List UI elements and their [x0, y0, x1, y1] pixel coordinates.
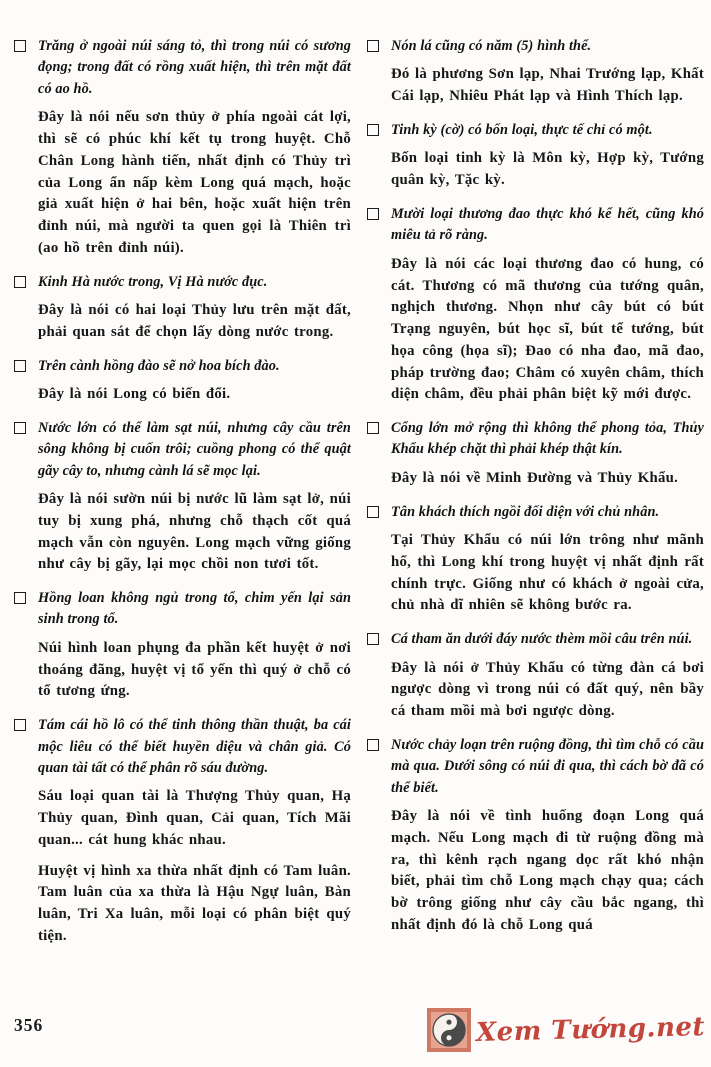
entry-heading: Hồng loan không ngủ trong tổ, chim yến lại sản sinh trong tổ. — [38, 590, 351, 628]
checklist-item — [367, 36, 704, 108]
entry-header — [367, 629, 704, 650]
checklist-item — [14, 715, 351, 948]
checklist-item — [367, 204, 704, 406]
entry-header — [14, 418, 351, 482]
checklist-item — [367, 120, 704, 192]
entry-header — [367, 502, 704, 523]
entry-header — [367, 204, 704, 247]
checkbox-bullet-icon — [367, 40, 379, 52]
checklist-item — [367, 735, 704, 937]
checkbox-bullet-icon — [367, 633, 379, 645]
entry-heading: Nón lá cũng có năm (5) hình thể. — [391, 38, 592, 54]
entry-paragraph: Đây là nói các loại thương đao có hung, có cát. Thương có mã thương của tướng quân, nghịch thương. Nhọn như cây bút có bút Trạng nguyên, bút học sĩ, bút tể tướng, bút họa công (họa sĩ); Đao có nha đao, mã đao, pháp trường đao; Châm có xuyên châm, thích diện châm, đều phải phân biệt kỹ mới được. — [391, 255, 704, 403]
checkbox-bullet-icon — [14, 719, 26, 731]
checklist-item — [14, 588, 351, 703]
checklist-item — [14, 272, 351, 344]
yin-yang-icon — [427, 1008, 471, 1052]
checklist-item — [14, 356, 351, 406]
checkbox-bullet-icon — [367, 422, 379, 434]
entry-heading: Tân khách thích ngồi đối diện với chủ nhân. — [391, 503, 660, 520]
entry-paragraph: Đó là phương Sơn lạp, Nhai Trướng lạp, Khất Cái lạp, Nhiêu Phát lạp và Hình Thích lạp. — [391, 66, 704, 105]
entry-paragraph: Đây là nói nếu sơn thủy ở phía ngoài cát lợi, thì sẽ có phúc khí kết tụ trong huyệt. Chỗ Chân Long hành tiến, nhất định có Thủy trì của Long ẩn nấp kèm Long quá mạch, hoặc giả xuất hiện ở hai bên, hoặc xuất hiện trên đỉnh núi, mà người ta quen gọi là Thiên trì (ao hồ trên đỉnh núi). — [38, 109, 351, 256]
entry-header — [14, 588, 351, 631]
entry-paragraph: Sáu loại quan tài là Thượng Thủy quan, Hạ Thủy quan, Đình quan, Cải quan, Tích Mãi quan... cát hung khác nhau. — [38, 788, 351, 848]
entry-paragraph: Đây là nói có hai loại Thủy lưu trên mặt đất, phải quan sát để chọn lấy dòng nước trong. — [38, 302, 351, 340]
entry-paragraph: Núi hình loan phụng đa phần kết huyệt ở nơi thoáng đãng, huyệt vị tổ yến thì quý ở chỗ có tổ tương ứng. — [38, 639, 351, 700]
two-column-layout — [14, 36, 703, 960]
entry-heading: Trăng ở ngoài núi sáng tỏ, thì trong núi có sương đọng; trong đất có rồng xuất hiện, thì trên mặt đất có ao hồ. — [38, 38, 351, 97]
entry-paragraph: Đây là nói Long có biến đổi. — [38, 385, 231, 402]
checklist-item — [367, 502, 704, 617]
entry-paragraph: Huyệt vị hình xa thừa nhất định có Tam luân. Tam luân của xa thừa là Hậu Ngự luân, Bàn luân, Tri Xa luân, mỗi loại có phân biệt quý tiện. — [38, 862, 351, 944]
checkbox-bullet-icon — [14, 592, 26, 604]
left-column — [14, 36, 351, 960]
site-logo[interactable] — [427, 1008, 705, 1052]
entry-header — [14, 356, 351, 377]
entry-header — [367, 735, 704, 799]
checkbox-bullet-icon — [367, 739, 379, 751]
entry-heading: Nước lớn có thể làm sạt núi, nhưng cây cầu trên sông không bị cuốn trôi; cuồng phong có thể quật gãy cây to, nhưng cành lá sẽ mọc lại. — [38, 419, 351, 479]
checkbox-bullet-icon — [367, 208, 379, 220]
checkbox-bullet-icon — [14, 276, 26, 288]
entry-paragraph: Đây là nói về Minh Đường và Thủy Khẩu. — [391, 469, 679, 486]
entry-header — [14, 36, 351, 100]
entry-heading: Mười loại thương đao thực khó kể hết, cũng khó miêu tả rõ ràng. — [391, 205, 704, 244]
entry-header — [367, 418, 704, 461]
checkbox-bullet-icon — [14, 40, 26, 52]
entry-header — [14, 715, 351, 779]
site-logo-text: Xem Tướng.net — [475, 1012, 706, 1048]
checklist-item — [14, 418, 351, 576]
entry-paragraph: Đây là nói sườn núi bị nước lũ làm sạt lở, núi tuy bị xung phá, nhưng chỗ thạch cốt quá mạch vẫn còn nguyên. Long mạch vững giống như cây bị gãy, lại mọc chồi non tươi tốt. — [38, 491, 351, 573]
entry-heading: Trên cành hồng đào sẽ nở hoa bích đào. — [38, 357, 280, 374]
page-number: 356 — [14, 1015, 44, 1035]
entry-paragraph: Bốn loại tinh kỳ là Môn kỳ, Hợp kỳ, Tướng quân kỳ, Tặc kỳ. — [391, 150, 704, 189]
checklist-item — [367, 418, 704, 490]
entry-header — [367, 36, 704, 57]
entry-heading: Cá tham ăn dưới đáy nước thèm mồi câu trên núi. — [391, 631, 693, 648]
entry-heading: Tám cái hồ lô có thể tinh thông thần thuật, ba cái mộc liêu có thể biết huyền diệu và chân giả. Có quan tài tất có thể phân rõ sáu đường. — [38, 717, 351, 776]
checklist-item — [367, 629, 704, 723]
checkbox-bullet-icon — [367, 124, 379, 136]
checkbox-bullet-icon — [367, 506, 379, 518]
entry-header — [367, 120, 704, 141]
entry-paragraph: Đây là nói ở Thủy Khẩu có từng đàn cá bơi ngược dòng vì trong núi có đất quý, nên bầy cá tham mồi mà bơi ngược dòng. — [391, 659, 704, 719]
entry-heading: Cổng lớn mở rộng thì không thể phong tỏa, Thủy Khẩu khép chặt thì phải khép thật kín. — [391, 420, 704, 458]
entry-heading: Kinh Hà nước trong, Vị Hà nước đục. — [38, 273, 268, 290]
entry-paragraph: Tại Thủy Khẩu có núi lớn trông như mãnh hổ, thì Long khí trong huyệt vị nhất định rất chính trực. Giống như có khách ở ngoài cửa, chủ nhà dĩ nhiên sẽ không bước ra. — [391, 532, 704, 614]
checkbox-bullet-icon — [14, 360, 26, 372]
entry-heading: Nước chảy loạn trên ruộng đồng, thì tìm chỗ có cầu mà qua. Dưới sông có núi đi qua, thì cách bờ đã có thể biết. — [391, 736, 704, 796]
checkbox-bullet-icon — [14, 422, 26, 434]
entry-heading: Tinh kỳ (cờ) có bốn loại, thực tế chỉ có một. — [391, 121, 653, 138]
right-column — [367, 36, 704, 960]
entry-paragraph: Đây là nói về tình huống đoạn Long quá mạch. Nếu Long mạch đi từ ruộng đồng mà ra, thì kênh rạch ngang dọc rất khó nhận biết, phải tìm chỗ Long mạch chạy qua; cách bờ trông giống như cây cầu bắc ngang, thì nhất định đó là chỗ Long quá — [391, 808, 704, 933]
entry-header — [14, 272, 351, 293]
checklist-item — [14, 36, 351, 260]
